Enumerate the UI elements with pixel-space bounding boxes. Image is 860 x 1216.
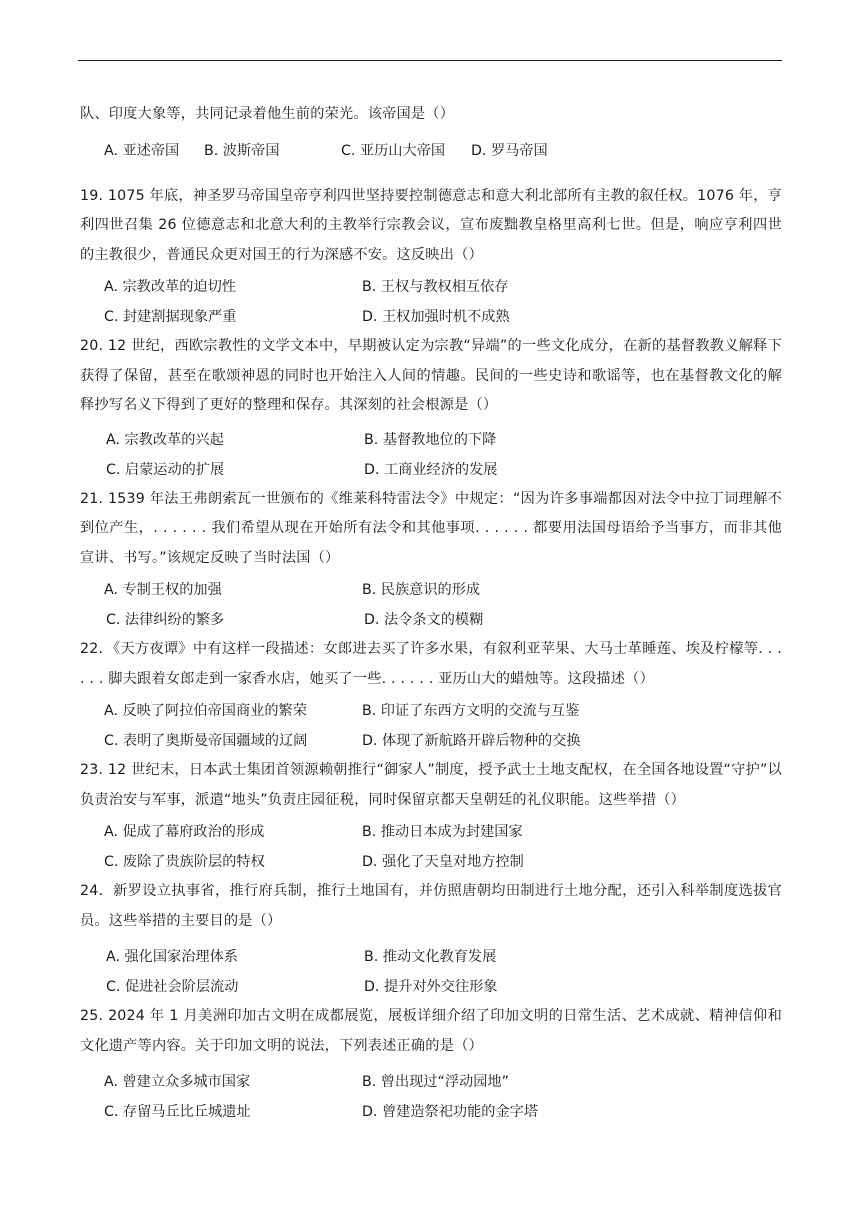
option-a[interactable]: A. 亚述帝国: [104, 142, 180, 159]
option-a[interactable]: A. 曾建立众多城市国家: [104, 1074, 251, 1090]
option-b[interactable]: B. 推动文化教育发展: [364, 949, 497, 965]
option-a[interactable]: A. 促成了幕府政治的形成: [104, 824, 265, 840]
question-stem: 19. 1075 年底，神圣罗马帝国皇帝亨利四世坚持要控制德意志和意大利北部所有主教的叙任权。1076 年，亨利四世召集 26 位德意志和北意大利的主教举行宗教会议，宣布废黜教皇格里高利七世。但是，响应亨利四世的主教很少，普通民众更对国王的行为深感不安。这反映出（）: [80, 187, 782, 263]
options-row: [80, 136, 782, 166]
question-21: [80, 485, 782, 636]
options-grid: [80, 272, 782, 332]
options-grid: [80, 1067, 782, 1127]
option-c[interactable]: C. 封建割据现象严重: [104, 309, 237, 325]
option-d[interactable]: D. 提升对外交往形象: [364, 979, 498, 995]
question-18: [80, 100, 782, 166]
option-b[interactable]: B. 波斯帝国: [204, 142, 280, 159]
option-b[interactable]: B. 王权与教权相互依存: [362, 279, 509, 295]
options-grid: [80, 942, 782, 1002]
option-a[interactable]: A. 反映了阿拉伯帝国商业的繁荣: [104, 703, 307, 719]
option-b[interactable]: B. 民族意识的形成: [362, 582, 481, 598]
option-d[interactable]: D. 体现了新航路开辟后物种的交换: [362, 733, 581, 749]
question-stem: 22．《天方夜谭》中有这样一段描述：女郎进去买了许多水果，有叙利亚苹果、大马士革睡莲、埃及柠檬等. . . . . . 脚夫跟着女郎走到一家香水店，她买了一些. . . . . . 亚历山大的蜡烛等。这段描述（）: [80, 641, 782, 687]
option-d[interactable]: D. 曾建造祭祀功能的金字塔: [362, 1104, 539, 1120]
option-c[interactable]: C. 启蒙运动的扩展: [106, 461, 225, 478]
option-c[interactable]: C. 废除了贵族阶层的特权: [104, 854, 265, 870]
question-22: [80, 635, 782, 756]
option-a[interactable]: A. 宗教改革的兴起: [106, 431, 224, 448]
option-d[interactable]: D. 王权加强时机不成熟: [362, 309, 510, 325]
option-a[interactable]: A. 专制王权的加强: [104, 582, 222, 598]
option-c[interactable]: C. 法律纠纷的繁多: [106, 612, 225, 628]
option-c[interactable]: C. 促进社会阶层流动: [106, 979, 239, 995]
option-d[interactable]: D. 强化了天皇对地方控制: [362, 854, 524, 870]
option-d[interactable]: D. 罗马帝国: [471, 142, 548, 159]
question-stem: 25. 2024 年 1 月美洲印加古文明在成都展览，展板详细介绍了印加文明的日常生活、艺术成就、精神信仰和文化遗产等内容。关于印加文明的说法，下列表述正确的是（）: [80, 1008, 782, 1054]
option-c[interactable]: C. 亚历山大帝国: [341, 142, 446, 159]
option-b[interactable]: B. 基督教地位的下降: [364, 431, 497, 448]
option-d[interactable]: D. 工商业经济的发展: [364, 461, 498, 478]
question-stem: 24．新罗设立执事省，推行府兵制，推行土地国有，并仿照唐朝均田制进行土地分配，还引入科举制度选拔官员。这些举措的主要目的是（）: [80, 883, 782, 929]
option-c[interactable]: C. 存留马丘比丘城遗址: [104, 1104, 251, 1120]
question-stem: 20. 12 世纪，西欧宗教性的文学文本中，早期被认定为宗教“异端”的一些文化成分，在新的基督教教义解释下获得了保留，甚至在歌颂神恩的同时也开始注入人间的情趣。民间的一些史诗和歌谣等，也在基督教文化的解释抄写名义下得到了更好的整理和保存。其深刻的社会根源是（）: [80, 338, 782, 413]
options-grid: [80, 575, 782, 635]
question-25: [80, 1002, 782, 1127]
option-b[interactable]: B. 推动日本成为封建国家: [362, 824, 523, 840]
option-b[interactable]: B. 曾出现过“浮动园地”: [362, 1074, 509, 1090]
question-24: [80, 877, 782, 1002]
question-20: [80, 332, 782, 485]
exam-page: [80, 100, 782, 1127]
question-stem: 21. 1539 年法王弗朗索瓦一世颁布的《维莱科特雷法令》中规定：“因为许多事端都因对法令中拉丁词理解不到位产生，. . . . . . 我们希望从现在开始所有法令和其他事项. . . . . . 都要用法国母语给予当事方，而非其他宣讲、书写。”该规定反映了当时法国（）: [80, 490, 782, 566]
option-c[interactable]: C. 表明了奥斯曼帝国疆域的辽阔: [104, 733, 308, 749]
header-rule: [78, 60, 782, 61]
option-b[interactable]: B. 印证了东西方文明的交流与互鉴: [362, 703, 580, 719]
option-a[interactable]: A. 强化国家治理体系: [106, 949, 238, 965]
question-stem: 23. 12 世纪末，日本武士集团首领源赖朝推行“御家人”制度，授予武士土地支配权，在全国各地设置“守护”以负责治安与军事，派遣“地头”负责庄园征税，同时保留京都天皇朝廷的礼仪职能。这些举措（）: [80, 762, 782, 808]
question-stem: 队、印度大象等，共同记录着他生前的荣光。该帝国是（）: [80, 106, 455, 122]
option-d[interactable]: D. 法令条文的模糊: [364, 612, 484, 628]
option-a[interactable]: A. 宗教改革的迫切性: [104, 279, 236, 295]
options-grid: [80, 817, 782, 877]
options-grid: [80, 425, 782, 485]
question-19: [80, 182, 782, 333]
question-23: [80, 756, 782, 877]
options-grid: [80, 696, 782, 756]
